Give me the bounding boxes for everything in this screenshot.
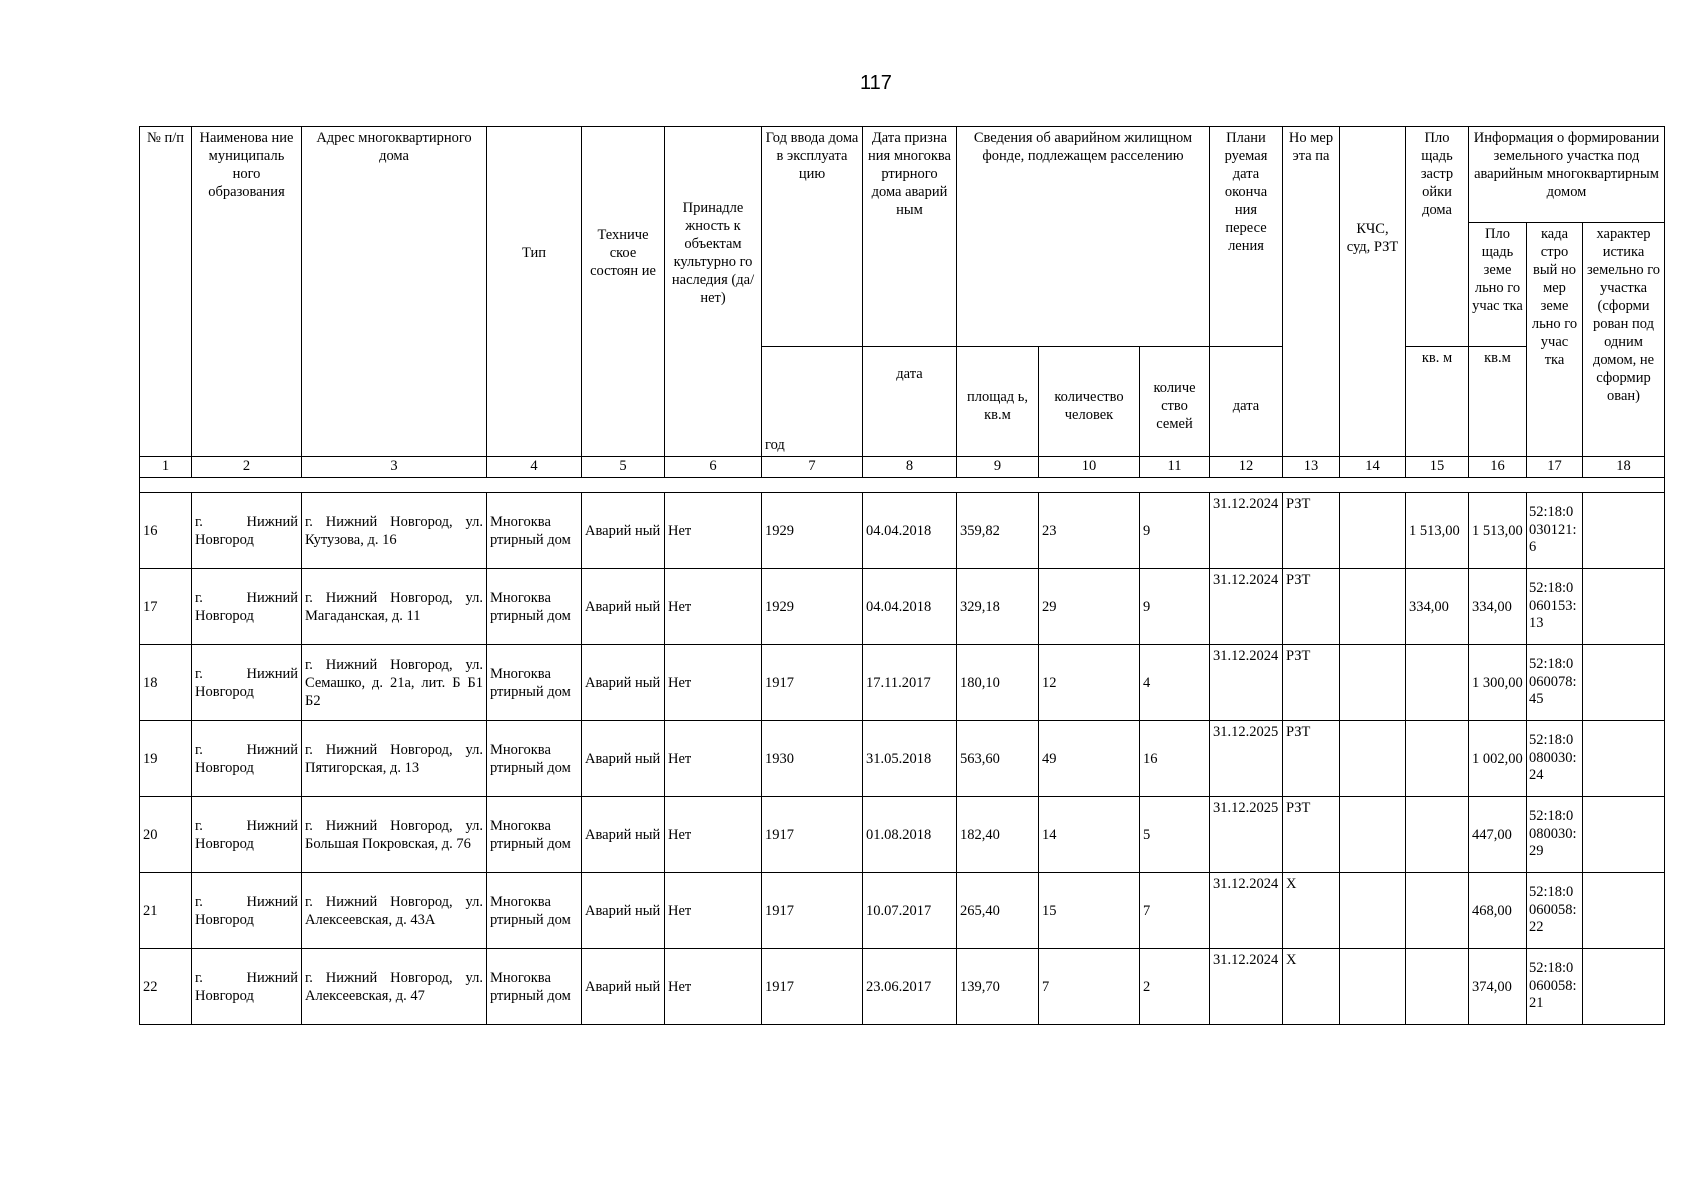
cell-land-area: 334,00 xyxy=(1469,569,1527,645)
cell-address: г. Нижний Новгород, ул. Магаданская, д. 11 xyxy=(302,569,487,645)
cell-cadastral: 52:18:0060058:21 xyxy=(1527,949,1583,1025)
cell-type: Многоква ртирный дом xyxy=(487,873,582,949)
cell-land-char xyxy=(1583,493,1665,569)
header-num: № п/п xyxy=(140,127,192,457)
cell-heritage: Нет xyxy=(665,721,762,797)
cell-built-area xyxy=(1406,797,1469,873)
cell-stage: Х xyxy=(1283,949,1340,1025)
header-type: Тип xyxy=(487,127,582,457)
cell-year: 1917 xyxy=(762,645,863,721)
cell-address: г. Нижний Новгород, ул. Алексеевская, д. 47 xyxy=(302,949,487,1025)
cell-cadastral: 52:18:0080030:24 xyxy=(1527,721,1583,797)
cell-families: 5 xyxy=(1140,797,1210,873)
cell-built-area xyxy=(1406,645,1469,721)
cell-people: 49 xyxy=(1039,721,1140,797)
cell-stage: РЗТ xyxy=(1283,569,1340,645)
cell-built-area xyxy=(1406,873,1469,949)
cell-num: 17 xyxy=(140,569,192,645)
header-recognition-date: Дата призна ния многоква ртирного дома аварий ным xyxy=(863,127,957,347)
header-cadastral: када стро вый но мер земе льно го учас тка xyxy=(1527,223,1583,457)
header-area: площад ь, кв.м xyxy=(957,347,1039,457)
cell-type: Многоква ртирный дом xyxy=(487,797,582,873)
header-condition: Техниче ское состоян ие xyxy=(582,127,665,457)
header-kchs: КЧС, суд, РЗТ xyxy=(1340,127,1406,457)
cell-num: 16 xyxy=(140,493,192,569)
table-row xyxy=(140,873,1665,949)
header-planned-date: Плани руемая дата оконча ния пересе ления xyxy=(1210,127,1283,347)
header-planned-sub: дата xyxy=(1210,347,1283,457)
cell-land-char xyxy=(1583,873,1665,949)
cell-num: 19 xyxy=(140,721,192,797)
column-number: 3 xyxy=(302,457,487,478)
cell-land-area: 468,00 xyxy=(1469,873,1527,949)
header-built-area: Пло щадь застр ойки дома xyxy=(1406,127,1469,347)
cell-people: 23 xyxy=(1039,493,1140,569)
column-number: 10 xyxy=(1039,457,1140,478)
column-number: 1 xyxy=(140,457,192,478)
cell-families: 4 xyxy=(1140,645,1210,721)
column-number: 9 xyxy=(957,457,1039,478)
cell-land-area: 1 300,00 xyxy=(1469,645,1527,721)
table-row xyxy=(140,721,1665,797)
cell-condition: Аварий ный xyxy=(582,645,665,721)
cell-recognition-date: 17.11.2017 xyxy=(863,645,957,721)
cell-address: г. Нижний Новгород, ул. Кутузова, д. 16 xyxy=(302,493,487,569)
cell-municipality: г. Нижний Новгород xyxy=(192,797,302,873)
cell-kchs xyxy=(1340,873,1406,949)
cell-kchs xyxy=(1340,569,1406,645)
header-year-in: Год ввода дома в эксплуата цию xyxy=(762,127,863,347)
table-row xyxy=(140,569,1665,645)
cell-recognition-date: 10.07.2017 xyxy=(863,873,957,949)
cell-condition: Аварий ный xyxy=(582,797,665,873)
cell-type: Многоква ртирный дом xyxy=(487,645,582,721)
column-number: 16 xyxy=(1469,457,1527,478)
column-number: 4 xyxy=(487,457,582,478)
table-body xyxy=(140,493,1665,1025)
column-number: 15 xyxy=(1406,457,1469,478)
cell-year: 1917 xyxy=(762,797,863,873)
cell-heritage: Нет xyxy=(665,797,762,873)
table-row xyxy=(140,493,1665,569)
cell-land-area: 1 513,00 xyxy=(1469,493,1527,569)
cell-people: 7 xyxy=(1039,949,1140,1025)
cell-year: 1917 xyxy=(762,949,863,1025)
cell-stage: РЗТ xyxy=(1283,721,1340,797)
cell-condition: Аварий ный xyxy=(582,949,665,1025)
cell-recognition-date: 23.06.2017 xyxy=(863,949,957,1025)
cell-heritage: Нет xyxy=(665,949,762,1025)
cell-land-area: 447,00 xyxy=(1469,797,1527,873)
cell-type: Многоква ртирный дом xyxy=(487,493,582,569)
cell-type: Многоква ртирный дом xyxy=(487,569,582,645)
cell-area: 180,10 xyxy=(957,645,1039,721)
cell-people: 14 xyxy=(1039,797,1140,873)
column-number: 18 xyxy=(1583,457,1665,478)
column-number: 11 xyxy=(1140,457,1210,478)
header-land-char: характер истика земельно го участка (сформи рован под одним домом, не сформир ован) xyxy=(1583,223,1665,457)
cell-municipality: г. Нижний Новгород xyxy=(192,569,302,645)
cell-condition: Аварий ный xyxy=(582,721,665,797)
header-year-sub: год xyxy=(762,347,863,457)
cell-municipality: г. Нижний Новгород xyxy=(192,721,302,797)
cell-land-area: 1 002,00 xyxy=(1469,721,1527,797)
emergency-housing-table xyxy=(139,126,1665,1025)
cell-area: 139,70 xyxy=(957,949,1039,1025)
cell-heritage: Нет xyxy=(665,569,762,645)
cell-people: 12 xyxy=(1039,645,1140,721)
header-families: количе ство семей xyxy=(1140,347,1210,457)
cell-stage: РЗТ xyxy=(1283,645,1340,721)
cell-planned-date: 31.12.2024 xyxy=(1210,569,1283,645)
cell-kchs xyxy=(1340,797,1406,873)
cell-cadastral: 52:18:0080030:29 xyxy=(1527,797,1583,873)
cell-built-area xyxy=(1406,721,1469,797)
cell-land-char xyxy=(1583,645,1665,721)
cell-kchs xyxy=(1340,721,1406,797)
column-number: 8 xyxy=(863,457,957,478)
cell-people: 29 xyxy=(1039,569,1140,645)
cell-families: 2 xyxy=(1140,949,1210,1025)
cell-kchs xyxy=(1340,949,1406,1025)
cell-planned-date: 31.12.2024 xyxy=(1210,645,1283,721)
cell-land-char xyxy=(1583,569,1665,645)
header-stage: Но мер эта па xyxy=(1283,127,1340,457)
cell-year: 1917 xyxy=(762,873,863,949)
cell-address: г. Нижний Новгород, ул. Пятигорская, д. 13 xyxy=(302,721,487,797)
cell-families: 9 xyxy=(1140,569,1210,645)
cell-num: 21 xyxy=(140,873,192,949)
cell-planned-date: 31.12.2024 xyxy=(1210,949,1283,1025)
cell-recognition-date: 31.05.2018 xyxy=(863,721,957,797)
table-row xyxy=(140,949,1665,1025)
cell-families: 9 xyxy=(1140,493,1210,569)
header-built-area-unit: кв. м xyxy=(1406,347,1469,457)
column-number: 14 xyxy=(1340,457,1406,478)
header-recognition-sub: дата xyxy=(863,347,957,457)
cell-municipality: г. Нижний Новгород xyxy=(192,949,302,1025)
cell-municipality: г. Нижний Новгород xyxy=(192,873,302,949)
cell-recognition-date: 04.04.2018 xyxy=(863,569,957,645)
cell-cadastral: 52:18:0060153:13 xyxy=(1527,569,1583,645)
cell-planned-date: 31.12.2024 xyxy=(1210,873,1283,949)
cell-stage: РЗТ xyxy=(1283,797,1340,873)
column-number: 5 xyxy=(582,457,665,478)
cell-planned-date: 31.12.2025 xyxy=(1210,721,1283,797)
cell-land-char xyxy=(1583,721,1665,797)
cell-families: 7 xyxy=(1140,873,1210,949)
cell-heritage: Нет xyxy=(665,873,762,949)
cell-built-area: 1 513,00 xyxy=(1406,493,1469,569)
column-number: 12 xyxy=(1210,457,1283,478)
cell-address: г. Нижний Новгород, ул. Семашко, д. 21а, лит. Б Б1 Б2 xyxy=(302,645,487,721)
cell-planned-date: 31.12.2025 xyxy=(1210,797,1283,873)
cell-recognition-date: 01.08.2018 xyxy=(863,797,957,873)
cell-num: 22 xyxy=(140,949,192,1025)
header-people: количество человек xyxy=(1039,347,1140,457)
cell-year: 1930 xyxy=(762,721,863,797)
cell-year: 1929 xyxy=(762,569,863,645)
cell-land-char xyxy=(1583,949,1665,1025)
cell-land-area: 374,00 xyxy=(1469,949,1527,1025)
column-number: 13 xyxy=(1283,457,1340,478)
cell-heritage: Нет xyxy=(665,493,762,569)
column-number: 17 xyxy=(1527,457,1583,478)
cell-built-area: 334,00 xyxy=(1406,569,1469,645)
cell-num: 20 xyxy=(140,797,192,873)
table-row xyxy=(140,797,1665,873)
cell-num: 18 xyxy=(140,645,192,721)
header-land-area-unit: кв.м xyxy=(1469,347,1527,457)
cell-cadastral: 52:18:0030121:6 xyxy=(1527,493,1583,569)
cell-area: 359,82 xyxy=(957,493,1039,569)
table-row xyxy=(140,645,1665,721)
cell-people: 15 xyxy=(1039,873,1140,949)
cell-kchs xyxy=(1340,645,1406,721)
cell-type: Многоква ртирный дом xyxy=(487,721,582,797)
column-number: 6 xyxy=(665,457,762,478)
header-address: Адрес многоквартирного дома xyxy=(302,127,487,457)
cell-families: 16 xyxy=(1140,721,1210,797)
header-emergency-info: Сведения об аварийном жилищном фонде, подлежащем расселению xyxy=(957,127,1210,347)
cell-municipality: г. Нижний Новгород xyxy=(192,645,302,721)
column-number: 7 xyxy=(762,457,863,478)
cell-condition: Аварий ный xyxy=(582,493,665,569)
cell-condition: Аварий ный xyxy=(582,873,665,949)
cell-built-area xyxy=(1406,949,1469,1025)
cell-area: 329,18 xyxy=(957,569,1039,645)
cell-kchs xyxy=(1340,493,1406,569)
cell-type: Многоква ртирный дом xyxy=(487,949,582,1025)
cell-area: 182,40 xyxy=(957,797,1039,873)
cell-stage: РЗТ xyxy=(1283,493,1340,569)
cell-address: г. Нижний Новгород, ул. Большая Покровская, д. 76 xyxy=(302,797,487,873)
cell-stage: Х xyxy=(1283,873,1340,949)
cell-recognition-date: 04.04.2018 xyxy=(863,493,957,569)
column-numbers-row xyxy=(140,457,1665,478)
cell-cadastral: 52:18:0060078:45 xyxy=(1527,645,1583,721)
header-heritage: Принадле жность к объектам культурно го наследия (да/нет) xyxy=(665,127,762,457)
cell-area: 563,60 xyxy=(957,721,1039,797)
cell-condition: Аварий ный xyxy=(582,569,665,645)
cell-land-char xyxy=(1583,797,1665,873)
cell-year: 1929 xyxy=(762,493,863,569)
cell-municipality: г. Нижний Новгород xyxy=(192,493,302,569)
header-land-area: Пло щадь земе льно го учас тка xyxy=(1469,223,1527,347)
cell-cadastral: 52:18:0060058:22 xyxy=(1527,873,1583,949)
cell-area: 265,40 xyxy=(957,873,1039,949)
header-municipality: Наименова ние муниципаль ного образования xyxy=(192,127,302,457)
page-number: 117 xyxy=(860,72,892,94)
header-land-info: Информация о формировании земельного участка под аварийным многоквартирным домом xyxy=(1469,127,1665,223)
cell-heritage: Нет xyxy=(665,645,762,721)
cell-planned-date: 31.12.2024 xyxy=(1210,493,1283,569)
spacer-row xyxy=(140,478,1665,493)
column-number: 2 xyxy=(192,457,302,478)
cell-address: г. Нижний Новгород, ул. Алексеевская, д. 43А xyxy=(302,873,487,949)
